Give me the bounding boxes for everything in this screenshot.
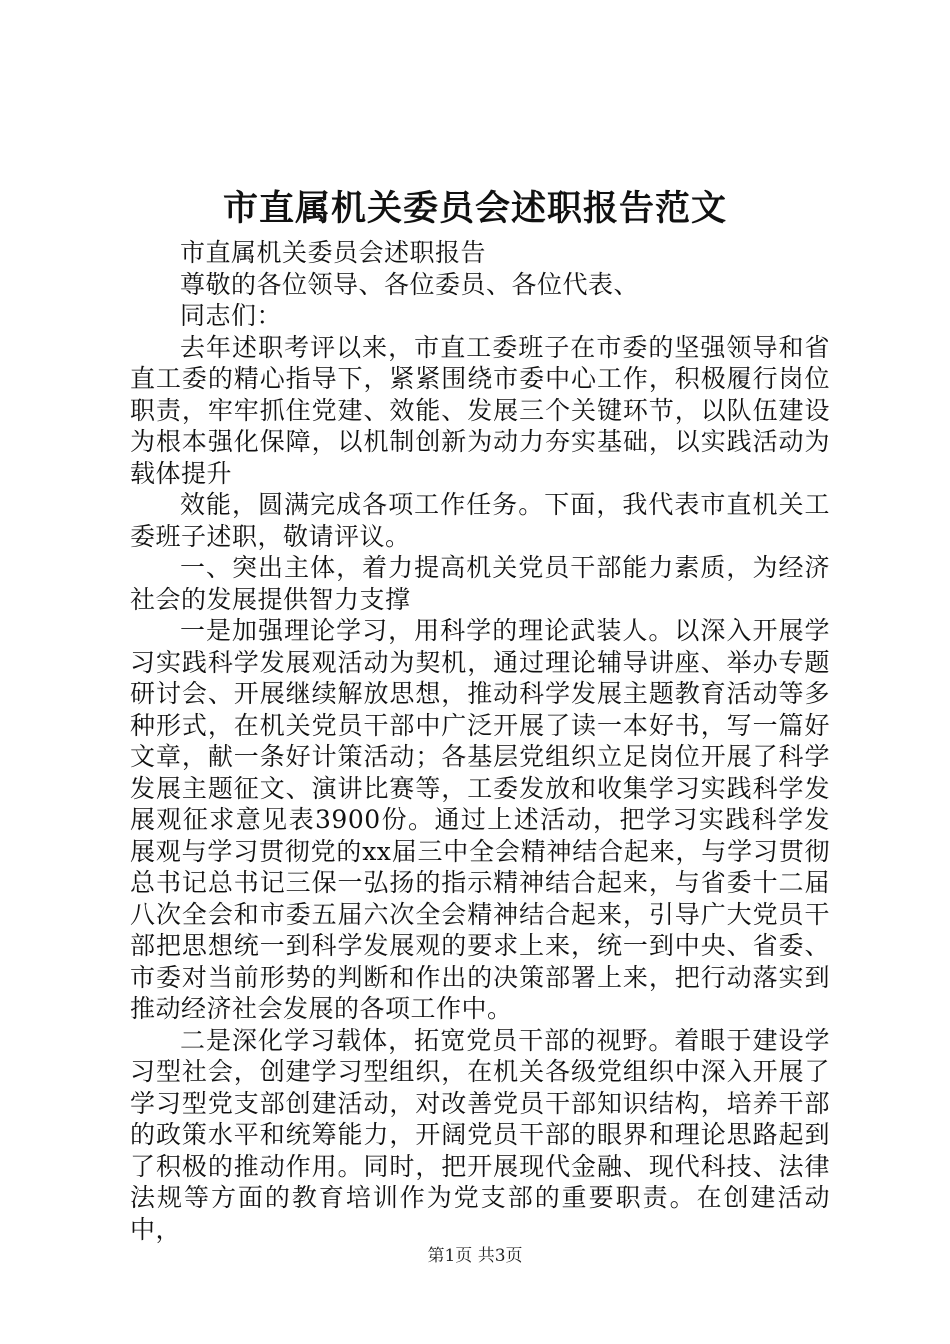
paragraph-salutation-comrades: 同志们： <box>180 301 283 330</box>
paragraph-intro: 去年述职考评以来，市直工委班子在市委的坚强领导和省直工委的精心指导下，紧紧围绕市委中心工作，积极履行岗位职责，牢牢抓住党建、效能、发展三个关键环节，以队伍建设为根本强化保障，以机制创新为动力夯实基础，以实践活动为载体提升 <box>130 332 830 488</box>
section-heading-one: 一、突出主体，着力提高机关党员干部能力素质，为经济社会的发展提供智力支撑 <box>130 553 830 614</box>
page-number-footer: 第1页 共3页 <box>427 1246 523 1266</box>
paragraph-salutation: 尊敬的各位领导、各位委员、各位代表、 <box>180 269 640 299</box>
document-title: 市直属机关委员会述职报告范文 <box>222 188 727 229</box>
paragraph-report-heading: 市直属机关委员会述职报告 <box>180 238 487 267</box>
paragraph-intro-continued: 效能，圆满完成各项工作任务。下面，我代表市直机关工委班子述职，敬请评议。 <box>130 490 830 551</box>
paragraph-theory-study: 一是加强理论学习，用科学的理论武装人。以深入开展学习实践科学发展观活动为契机，通过理论辅导讲座、举办专题研讨会、开展继续解放思想，推动科学发展主题教育活动等多种形式，在机关党员干部中广泛开展了读一本好书，写一篇好文章，献一条好计策活动；各基层党组织立足岗位开展了科学发展主题征文、演讲比赛等，工委发放和收集学习实践科学发展观征求意见表3900份。通过上述活动，把学习实践科学发展观与学习贯彻党的xx届三中全会精神结合起来，与学习贯彻总书记总书记三保一弘扬的指示精神结合起来，与省委十二届八次全会和市委五届六次全会精神结合起来，引导广大党员干部把思想统一到科学发展观的要求上来，统一到中央、省委、市委对当前形势的判断和作出的决策部署上来，把行动落实到推动经济社会发展的各项工作中。 <box>130 616 830 1023</box>
document-body <box>130 237 830 1245</box>
paragraph-learning-carrier: 二是深化学习载体，拓宽党员干部的视野。着眼于建设学习型社会，创建学习型组织，在机关各级党组织中深入开展了学习型党支部创建活动，对改善党员干部知识结构，培养干部的政策水平和统筹能力，开阔党员干部的眼界和理论思路起到了积极的推动作用。同时，把开展现代金融、现代科技、法律法规等方面的教育培训作为党支部的重要职责。在创建活动中， <box>130 1025 830 1244</box>
